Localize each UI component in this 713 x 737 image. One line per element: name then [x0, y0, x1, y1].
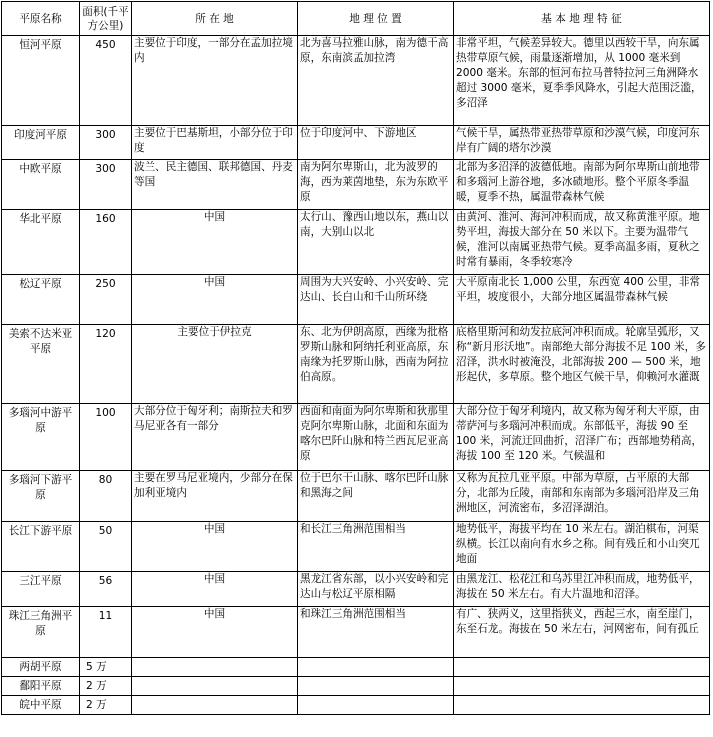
table-row [2, 160, 710, 210]
table-row [2, 696, 710, 715]
plain-features: 由黄河、淮河、海河冲积而成，故又称黄淮平原。地势平坦，海拔大部分在 50 米以下。主要为温带气候，淮河以南属亚热带气候。夏季高温多雨，夏秋之时常有暴雨，冬季较寒冷 [454, 210, 710, 275]
plain-location: 波兰、民主德国、联邦德国、丹麦等国 [132, 160, 298, 210]
plain-position: 周围为大兴安岭、小兴安岭、完达山、长白山和千山所环绕 [298, 275, 454, 325]
plain-features: 底格里斯河和幼发拉底河冲积而成。轮廓呈弧形，又称“新月形沃地”。南部绝大部分海拔不足 100 米，多沼泽，洪水时被淹没，北部海拔 200 — 500 米，地形起伏，多草原。整个地区气候干旱，仰赖河水灌溉 [454, 325, 710, 404]
plain-position [298, 696, 454, 715]
plain-name: 三江平原 [2, 572, 80, 607]
plain-location: 中国 [132, 275, 298, 325]
plain-area: 250 [80, 275, 132, 325]
plain-name: 鄱阳平原 [2, 677, 80, 696]
plain-area: 50 [80, 522, 132, 572]
table-row [2, 404, 710, 471]
plain-name: 多瑙河中游平原 [2, 404, 80, 471]
plain-features: 气候干旱，属热带亚热带草原和沙漠气候，印度河东岸有广阔的塔尔沙漠 [454, 126, 710, 160]
plain-position: 位于巴尔干山脉、喀尔巴阡山脉和黑海之间 [298, 471, 454, 522]
plain-features: 北部为多沼泽的波德低地。南部为阿尔卑斯山前地带和多瑙河上游谷地，多冰碛地形。整个平原冬季温暖，夏季不热，属温带森林气候 [454, 160, 710, 210]
plain-position: 黑龙江省东部，以小兴安岭和完达山与松辽平原相隔 [298, 572, 454, 607]
plain-location: 主要位于巴基斯坦，小部分位于印度 [132, 126, 298, 160]
plain-area: 2 万 [80, 696, 132, 715]
table-row [2, 658, 710, 677]
plain-area: 160 [80, 210, 132, 275]
plain-name: 珠江三角洲平原 [2, 607, 80, 658]
plain-name: 皖中平原 [2, 696, 80, 715]
plain-location: 中国 [132, 522, 298, 572]
table-row [2, 471, 710, 522]
plain-location: 大部分位于匈牙利；南斯拉夫和罗马尼亚各有一部分 [132, 404, 298, 471]
plain-features [454, 696, 710, 715]
plain-location [132, 658, 298, 677]
plain-area: 300 [80, 160, 132, 210]
plain-position [298, 677, 454, 696]
plain-area: 5 万 [80, 658, 132, 677]
plain-location: 主要位于伊拉克 [132, 325, 298, 404]
plain-location: 主要位于印度，一部分在孟加拉境内 [132, 36, 298, 126]
plain-features: 由黑龙江、松花江和乌苏里江冲积而成，地势低平，海拔在 50 米左右。有大片温地和沼泽。 [454, 572, 710, 607]
plain-position: 南为阿尔卑斯山，北为波罗的海，西为莱茵地垫，东为东欧平原 [298, 160, 454, 210]
plain-name: 美索不达米亚平原 [2, 325, 80, 404]
plain-area: 11 [80, 607, 132, 658]
plain-area: 120 [80, 325, 132, 404]
plain-features [454, 658, 710, 677]
plain-position: 东、北为伊朗高原，西缘为批格罗斯山脉和阿纳托利亚高原，东南缘为托罗斯山脉，西南为阿拉伯高原。 [298, 325, 454, 404]
plain-features: 又称为瓦拉几亚平原。中部为草原，占平原的大部分，北部为丘陵，南部和东南部为多瑙河沿岸及三角洲地区，河流密布，多沼泽湖泊。 [454, 471, 710, 522]
plain-name: 印度河平原 [2, 126, 80, 160]
header-row [2, 2, 710, 36]
plain-location [132, 677, 298, 696]
header-location: 所 在 地 [132, 2, 298, 36]
header-name: 平原名称 [2, 2, 80, 36]
plain-position: 西面和南面为阿尔卑斯和狄那里克阿尔卑斯山脉，北面和东面为喀尔巴阡山脉和特兰西瓦尼亚高原 [298, 404, 454, 471]
plain-position [298, 658, 454, 677]
header-position: 地 理 位 置 [298, 2, 454, 36]
plain-location: 主要在罗马尼亚境内，少部分在保加利亚境内 [132, 471, 298, 522]
plain-name: 中欧平原 [2, 160, 80, 210]
plain-name: 华北平原 [2, 210, 80, 275]
plain-area: 450 [80, 36, 132, 126]
table-row [2, 210, 710, 275]
plain-position: 太行山、豫西山地以东，燕山以南，大别山以北 [298, 210, 454, 275]
plain-features [454, 677, 710, 696]
plain-name: 长江下游平原 [2, 522, 80, 572]
table-row [2, 36, 710, 126]
table-row [2, 126, 710, 160]
plain-name: 松辽平原 [2, 275, 80, 325]
table-row [2, 522, 710, 572]
plain-area: 100 [80, 404, 132, 471]
plain-name: 两胡平原 [2, 658, 80, 677]
table-row [2, 325, 710, 404]
table-row [2, 572, 710, 607]
table-row [2, 607, 710, 658]
plain-features: 大平原南北长 1,000 公里，东西宽 400 公里，非常平坦，坡度很小，大部分地区属温带森林气候 [454, 275, 710, 325]
plain-features: 有广、狭两义，这里指狭义，西起三水，南至崖门，东至石龙。海拔在 50 米左右，河网密布，间有孤丘 [454, 607, 710, 658]
plain-area: 56 [80, 572, 132, 607]
plain-area: 300 [80, 126, 132, 160]
plains-table [1, 1, 710, 715]
plain-position: 和珠江三角洲范围相当 [298, 607, 454, 658]
plain-location: 中国 [132, 607, 298, 658]
plain-name: 多瑙河下游平原 [2, 471, 80, 522]
header-area: 面积(千平方公里) [80, 2, 132, 36]
plain-features: 非常平坦，气候差异较大。德里以西较干旱，向东属热带草原气候，雨量逐渐增加，从 1000 毫米到 2000 毫米。东部的恒河布拉马普特拉河三角洲降水超过 3000 毫米，夏季季风降水，引起大范围泛滥，多沼泽 [454, 36, 710, 126]
plain-area: 80 [80, 471, 132, 522]
plain-location [132, 696, 298, 715]
header-features: 基 本 地 理 特 征 [454, 2, 710, 36]
plain-name: 恒河平原 [2, 36, 80, 126]
table-row [2, 275, 710, 325]
plain-features: 大部分位于匈牙利境内，故又称为匈牙利大平原，由蒂萨河与多瑙河冲积而成。东部低平，海拔 90 至 100 米，河流迂回曲折，沼泽广布；西部地势稍高，海拔 100 至 120 米。气候温和 [454, 404, 710, 471]
plain-location: 中国 [132, 572, 298, 607]
plain-position: 位于印度河中、下游地区 [298, 126, 454, 160]
plain-features: 地势低平，海拔平均在 10 米左右。湖泊棋布，河渠纵横。长江以南向有水乡之称。间有残丘和小山突兀地面 [454, 522, 710, 572]
table-row [2, 677, 710, 696]
plains-table-container [1, 1, 709, 715]
plain-area: 2 万 [80, 677, 132, 696]
plain-position: 北为喜马拉雅山脉，南为德干高原，东南滨孟加拉湾 [298, 36, 454, 126]
plain-location: 中国 [132, 210, 298, 275]
plain-position: 和长江三角洲范围相当 [298, 522, 454, 572]
